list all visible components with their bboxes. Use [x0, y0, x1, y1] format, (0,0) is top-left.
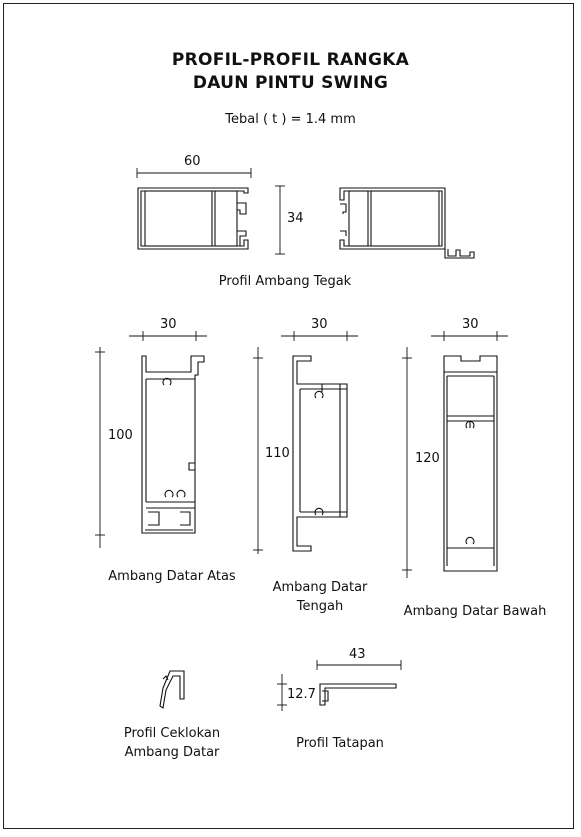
- dim-datar-bawah-height: 120: [415, 451, 440, 466]
- datar-bawah-width-dim: [431, 331, 508, 341]
- dim-datar-atas-width: 30: [160, 317, 177, 332]
- datar-bawah-height-dim: [402, 347, 412, 578]
- label-datar-tengah-1: Ambang Datar: [272, 580, 368, 595]
- dim-datar-atas-height: 100: [108, 428, 133, 443]
- datar-atas-height-dim: [95, 347, 105, 548]
- tatapan-profile: [320, 684, 396, 705]
- datar-atas-width-dim: [129, 331, 207, 341]
- label-tatapan: Profil Tatapan: [296, 736, 384, 751]
- dim-datar-tengah-width: 30: [311, 317, 328, 332]
- ceklokan-profile: [160, 671, 184, 708]
- tatapan-width-dim: [317, 660, 401, 670]
- thickness-note: Tebal ( t ) = 1.4 mm: [225, 112, 356, 127]
- dim-ambang-tegak-width: 60: [184, 154, 201, 169]
- title-line-1: PROFIL-PROFIL RANGKA: [171, 50, 410, 70]
- label-ambang-tegak: Profil Ambang Tegak: [218, 274, 352, 289]
- dim-tatapan-height: 12.7: [287, 687, 316, 702]
- datar-tengah-width-dim: [281, 331, 358, 341]
- dim-datar-tengah-height: 110: [265, 446, 290, 461]
- dim-datar-bawah-width: 30: [462, 317, 479, 332]
- title-line-2: DAUN PINTU SWING: [192, 73, 389, 93]
- tatapan-height-dim: [277, 674, 287, 711]
- datar-atas-profile: [142, 356, 204, 533]
- ambang-tegak-profile-left: [137, 168, 251, 249]
- label-datar-atas: Ambang Datar Atas: [108, 569, 236, 584]
- datar-tengah-height-dim: [253, 347, 263, 554]
- label-ceklokan-2: Ambang Datar: [124, 745, 220, 760]
- dim-tatapan-width: 43: [349, 647, 366, 662]
- ambang-tegak-profile-right: [340, 188, 474, 258]
- datar-tengah-profile: [293, 356, 347, 551]
- label-datar-bawah: Ambang Datar Bawah: [403, 604, 547, 619]
- dim-ambang-tegak-height: 34: [287, 211, 304, 226]
- label-datar-tengah-2: Tengah: [296, 599, 344, 614]
- ambang-tegak-height-dim: [275, 186, 285, 254]
- label-ceklokan-1: Profil Ceklokan: [123, 726, 221, 741]
- datar-bawah-profile: [444, 356, 497, 571]
